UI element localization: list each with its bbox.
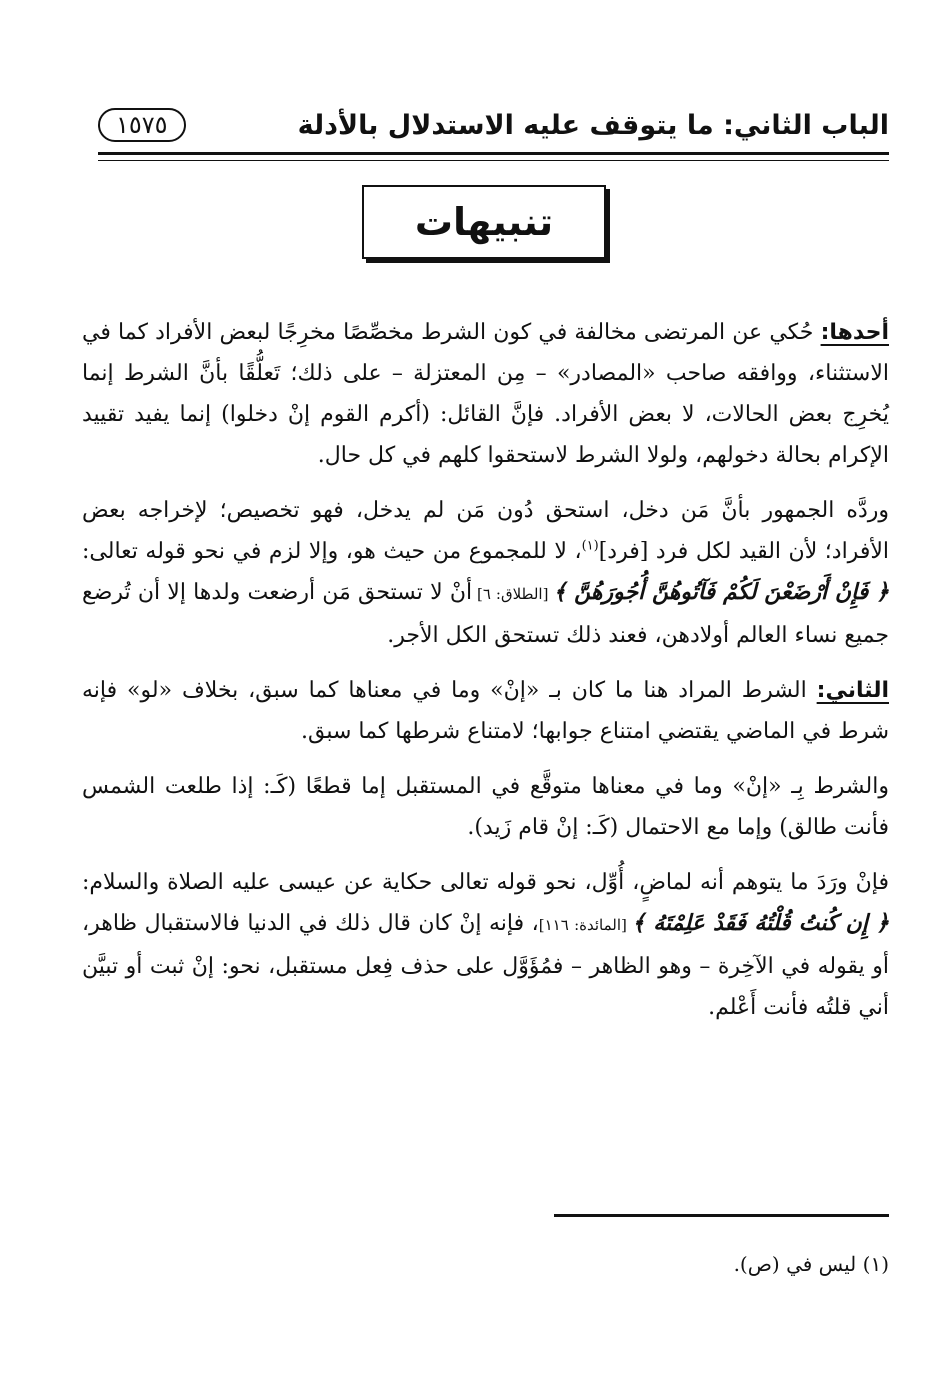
- paragraph-3-lead: الثاني:: [816, 678, 889, 703]
- paragraph-3-text: الشرط المراد هنا ما كان بـ «إنْ» وما في معناها كما سبق، بخلاف «لو» فإنه شرط في الماضي يقتضي امتناع جوابها؛ لامتناع شرطها كما سبق.: [82, 678, 889, 744]
- paragraph-4-text: والشرط بِـ «إنْ» وما في معناها متوقَّع في المستقبل إما قطعًا (كَـ: إذا طلعت الشمس فأنت طالق) وإما مع الاحتمال (كَـ: إنْ قام زَيد).: [82, 774, 889, 840]
- running-header: [98, 104, 889, 146]
- paragraph-5-text-b: ، فإنه إنْ كان قال ذلك في الدنيا فالاستقبال ظاهر، أو يقوله في الآخِرة – وهو الظاهر – فمُؤَوَّل على حذف فِعل مستقبل، نحو: إنْ ثبت أو تبيَّن أني قلتُه فأنت أَعْلم.: [82, 911, 889, 1020]
- paragraph-2: [82, 490, 889, 656]
- paragraph-1-text: حُكي عن المرتضى مخالفة في كون الشرط مخصِّصًا مخرِجًا لبعض الأفراد كما في الاستثناء، ووافقه صاحب «المصادر» – مِن المعتزلة – على ذلك؛ تَعلُّقًا بأنَّ الشرط إنما يُخرِج بعض الحالات، لا بعض الأفراد. فإنَّ القائل: (أكرم القوم إنْ دخلوا) إنما يفيد تقييد الإكرام بحالة دخولهم، ولولا الشرط لاستحقوا كلهم في كل حال.: [82, 320, 889, 468]
- header-divider: [98, 152, 889, 161]
- footnote-divider: [554, 1214, 889, 1217]
- paragraph-5-text-a: فإنْ ورَدَ ما يتوهم أنه لماضٍ، أُوِّل، نحو قوله تعالى حكاية عن عيسى عليه الصلاة والسلام:: [82, 870, 889, 895]
- quran-verse-2: ﴿ إِن كُنتُ قُلْتُهُ فَقَدْ عَلِمْتَهُ ﴾: [632, 910, 889, 936]
- footnote: (١) ليس في (ص).: [733, 1252, 889, 1276]
- paragraph-5: [82, 862, 889, 1028]
- paragraph-4: [82, 766, 889, 848]
- section-title-box: [362, 185, 606, 259]
- body-text: [82, 312, 889, 1042]
- paragraph-1-lead: أحدها:: [820, 320, 889, 345]
- page-number: ١٥٧٥: [98, 108, 186, 142]
- footnote-marker: (١): [581, 538, 599, 554]
- paragraph-2-text-c: أنْ لا تستحق مَن أرضعت ولدها إلا أن تُرضع جميع نساء العالم أولادهن، فعند ذلك تستحق الكل الأجر.: [82, 580, 889, 648]
- quran-verse-1: ﴿ فَإِنْ أَرْضَعْنَ لَكُمْ فَآتُوهُنَّ أُجُورَهُنَّ ﴾: [553, 579, 890, 605]
- verse-reference-1: [الطلاق: ٦]: [472, 585, 554, 603]
- paragraph-3: [82, 670, 889, 752]
- chapter-title: الباب الثاني: ما يتوقف عليه الاستدلال بالأدلة: [297, 109, 889, 141]
- section-title: تنبيهات: [414, 200, 554, 244]
- verse-reference-2: [المائدة: ١١٦]: [538, 916, 633, 934]
- paragraph-1: [82, 312, 889, 476]
- paragraph-2-text-a: وردَّه الجمهور بأنَّ مَن دخل، استحق دُون مَن لم يدخل، فهو تخصيص؛ لإخراجه بعض الأفراد؛ لأن القيد لكل فرد [فرد]: [82, 498, 889, 564]
- paragraph-2-text-b: ، لا للمجموع من حيث هو، وإلا لزم في نحو قوله تعالى:: [82, 539, 582, 564]
